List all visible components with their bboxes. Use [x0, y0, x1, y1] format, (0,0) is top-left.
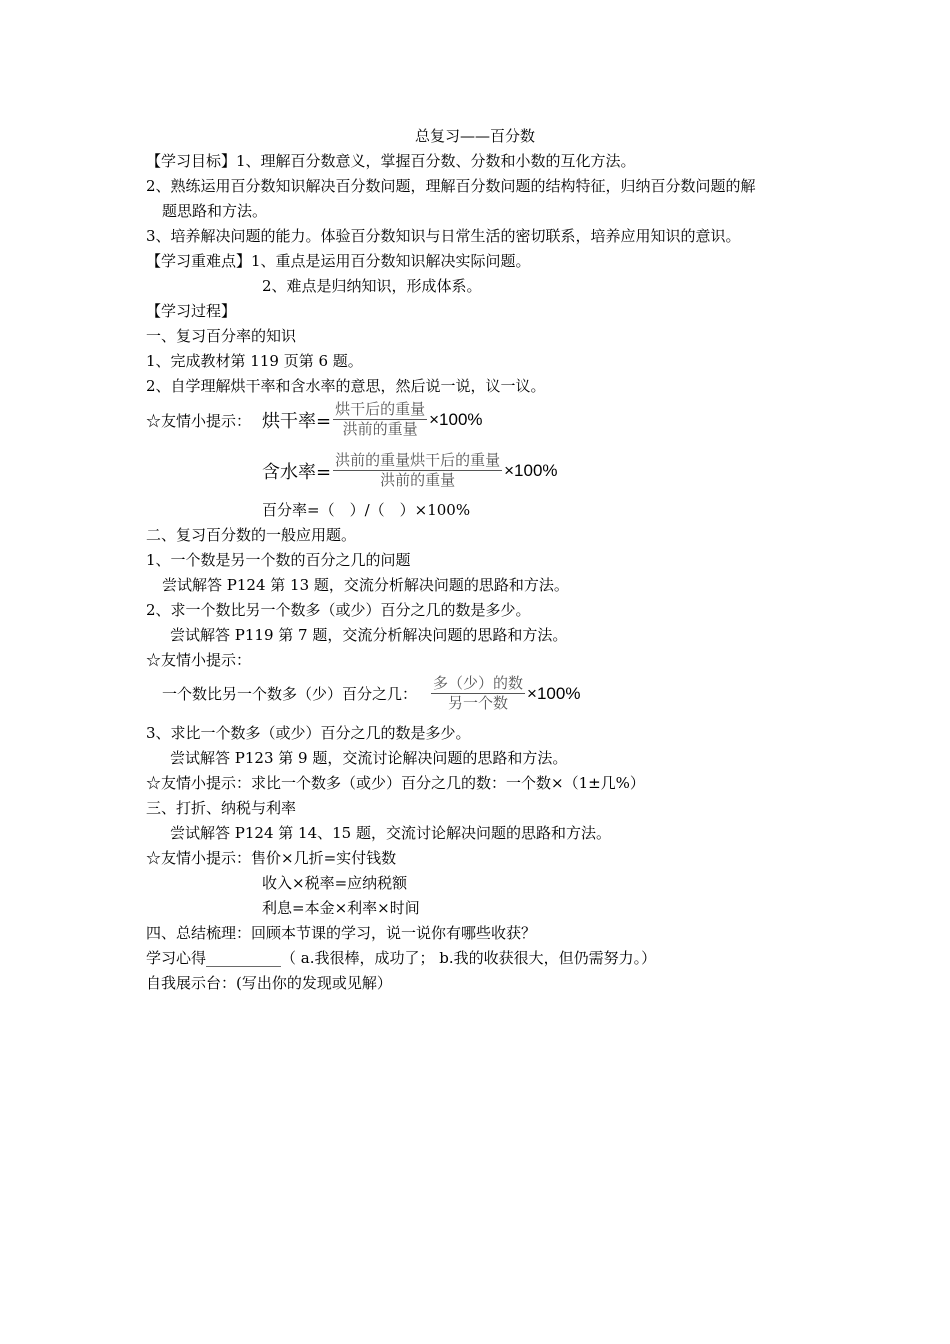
showcase-line: 自我展示台：(写出你的发现或见解） — [146, 974, 392, 992]
section-2-heading: 二、复习百分数的一般应用题。 — [146, 526, 357, 544]
page-title: 总复习——百分数 — [414, 127, 535, 145]
dry-rate-label: 烘干率= — [262, 410, 332, 432]
tip-3: ☆友情小提示：求比一个数多（或少）百分之几的数：一个数×（1±几%） — [146, 774, 645, 792]
compare-label: 一个数比另一个数多（少）百分之几： — [162, 685, 418, 703]
goal-line-1: 【学习目标】1、理解百分数意义，掌握百分数、分数和小数的互化方法。 — [146, 152, 636, 170]
key-point-2: 2、难点是归纳知识，形成体系。 — [262, 277, 482, 295]
water-rate-suffix: ×100% — [504, 460, 558, 480]
tip-4: ☆友情小提示：售价×几折=实付钱数 — [146, 849, 397, 867]
section-2-item-1: 1、一个数是另一个数的百分之几的问题 — [146, 551, 411, 569]
key-point-1: 【学习重难点】1、重点是运用百分数知识解决实际问题。 — [146, 252, 531, 270]
section-2-item-3-task: 尝试解答 P123 第 9 题，交流讨论解决问题的思路和方法。 — [170, 749, 568, 767]
process-heading: 【学习过程】 — [146, 302, 237, 320]
general-rate-formula: 百分率=（ ）/（ ）×100% — [262, 501, 471, 519]
compare-numerator: 多（少）的数 — [433, 674, 524, 692]
water-rate-numerator: 洪前的重量烘干后的重量 — [335, 451, 501, 469]
compare-formula — [162, 674, 580, 713]
compare-suffix: ×100% — [527, 683, 581, 703]
section-2-item-3: 3、求比一个数多（或少）百分之几的数是多少。 — [146, 724, 471, 742]
water-rate-fraction — [333, 451, 502, 490]
goal-line-3: 3、培养解决问题的能力。体验百分数知识与日常生活的密切联系，培养应用知识的意识。 — [146, 227, 741, 245]
water-rate-formula — [262, 451, 558, 490]
goal-line-2: 2、熟练运用百分数知识解决百分数问题，理解百分数问题的结构特征，归纳百分数问题的解 — [146, 177, 756, 195]
tip-4-interest: 利息=本金×利率×时间 — [262, 899, 420, 917]
dry-rate-fraction — [333, 400, 427, 439]
tip-label-2: ☆友情小提示： — [146, 651, 252, 669]
compare-denominator: 另一个数 — [448, 694, 509, 712]
section-2-item-2: 2、求一个数比另一个数多（或少）百分之几的数是多少。 — [146, 601, 531, 619]
tip-label-1: ☆友情小提示： — [146, 412, 252, 430]
section-3-heading: 三、打折、纳税与利率 — [146, 799, 297, 817]
water-rate-denominator: 洪前的重量 — [380, 471, 456, 489]
section-1-item-1: 1、完成教材第 119 页第 6 题。 — [146, 352, 363, 370]
section-3-task: 尝试解答 P124 第 14、15 题，交流讨论解决问题的思路和方法。 — [170, 824, 611, 842]
tip-4-tax: 收入×税率=应纳税额 — [262, 874, 408, 892]
dry-rate-numerator: 烘干后的重量 — [335, 400, 426, 418]
section-1-heading: 一、复习百分率的知识 — [146, 327, 297, 345]
compare-fraction — [431, 674, 525, 713]
section-1-item-2: 2、自学理解烘干率和含水率的意思，然后说一说，议一议。 — [146, 377, 546, 395]
goal-line-2-cont: 题思路和方法。 — [162, 202, 268, 220]
section-2-item-2-task: 尝试解答 P119 第 7 题，交流分析解决问题的思路和方法。 — [170, 626, 568, 644]
section-4-heading: 四、总结梳理：回顾本节课的学习，说一说你有哪些收获？ — [146, 924, 537, 942]
dry-rate-formula — [262, 400, 483, 439]
section-2-item-1-task: 尝试解答 P124 第 13 题，交流分析解决问题的思路和方法。 — [162, 576, 569, 594]
dry-rate-suffix: ×100% — [429, 409, 483, 429]
water-rate-label: 含水率= — [262, 461, 332, 483]
dry-rate-denominator: 洪前的重量 — [342, 420, 418, 438]
reflection-line: 学习心得__________（ a.我很棒，成功了； b.我的收获很大，但仍需努力。） — [146, 949, 657, 967]
